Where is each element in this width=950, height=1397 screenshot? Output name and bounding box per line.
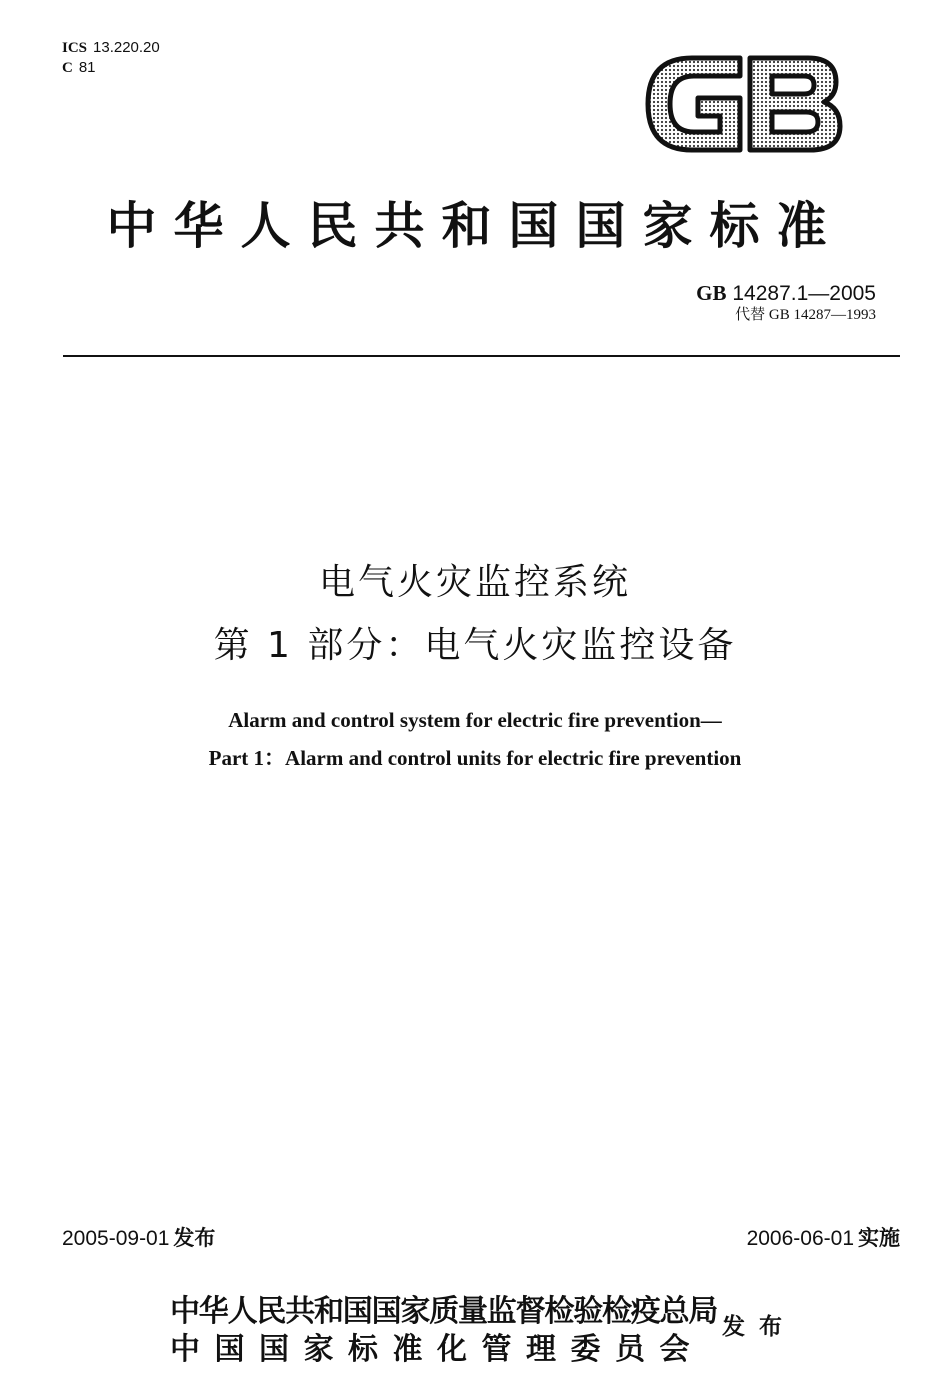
implement-date-block xyxy=(747,1222,900,1252)
title-zh-line2: 第 1 部分：电气火灾监控设备 xyxy=(213,625,737,666)
publish-label: 发布 xyxy=(722,1313,796,1340)
standard-number-value: 14287.1—2005 xyxy=(732,282,876,305)
title-en-line2: Part 1：Alarm and control units for electric fire prevention xyxy=(208,746,742,770)
standard-number xyxy=(696,281,876,306)
logo-letter-g xyxy=(648,58,740,150)
implement-label: 实施 xyxy=(858,1226,900,1250)
issuing-authorities xyxy=(170,1293,717,1369)
logo-letter-b xyxy=(750,58,840,150)
ccs-label: C xyxy=(62,60,73,76)
standard-number-block xyxy=(696,281,876,324)
ccs-line xyxy=(62,58,160,78)
title-zh-line1: 电气火灾监控系统 xyxy=(318,562,631,603)
ccs-code: 81 xyxy=(78,59,96,76)
header-divider xyxy=(63,355,900,357)
ics-line xyxy=(62,38,160,58)
classification-codes xyxy=(62,38,160,78)
issue-label: 发布 xyxy=(173,1226,216,1250)
implement-date: 2006-06-01 xyxy=(746,1227,854,1250)
replaces-standard: 代替 GB 14287—1993 xyxy=(735,307,876,323)
issue-date: 2005-09-01 xyxy=(62,1227,170,1250)
standard-number-prefix: GB xyxy=(696,281,727,305)
issuer-line2: 中国国家标准化管理委员会 xyxy=(170,1332,704,1367)
title-en-line1: Alarm and control system for electric fire prevention— xyxy=(228,708,722,732)
issue-date-block xyxy=(62,1222,215,1252)
gb-logo xyxy=(640,52,850,157)
issuer-line1: 中华人民共和国国家质量监督检验检疫总局 xyxy=(170,1294,718,1329)
ics-label: ICS xyxy=(62,40,88,56)
ics-code: 13.220.20 xyxy=(93,39,160,56)
national-standard-heading: 中华人民共和国国家标准 xyxy=(106,196,844,255)
